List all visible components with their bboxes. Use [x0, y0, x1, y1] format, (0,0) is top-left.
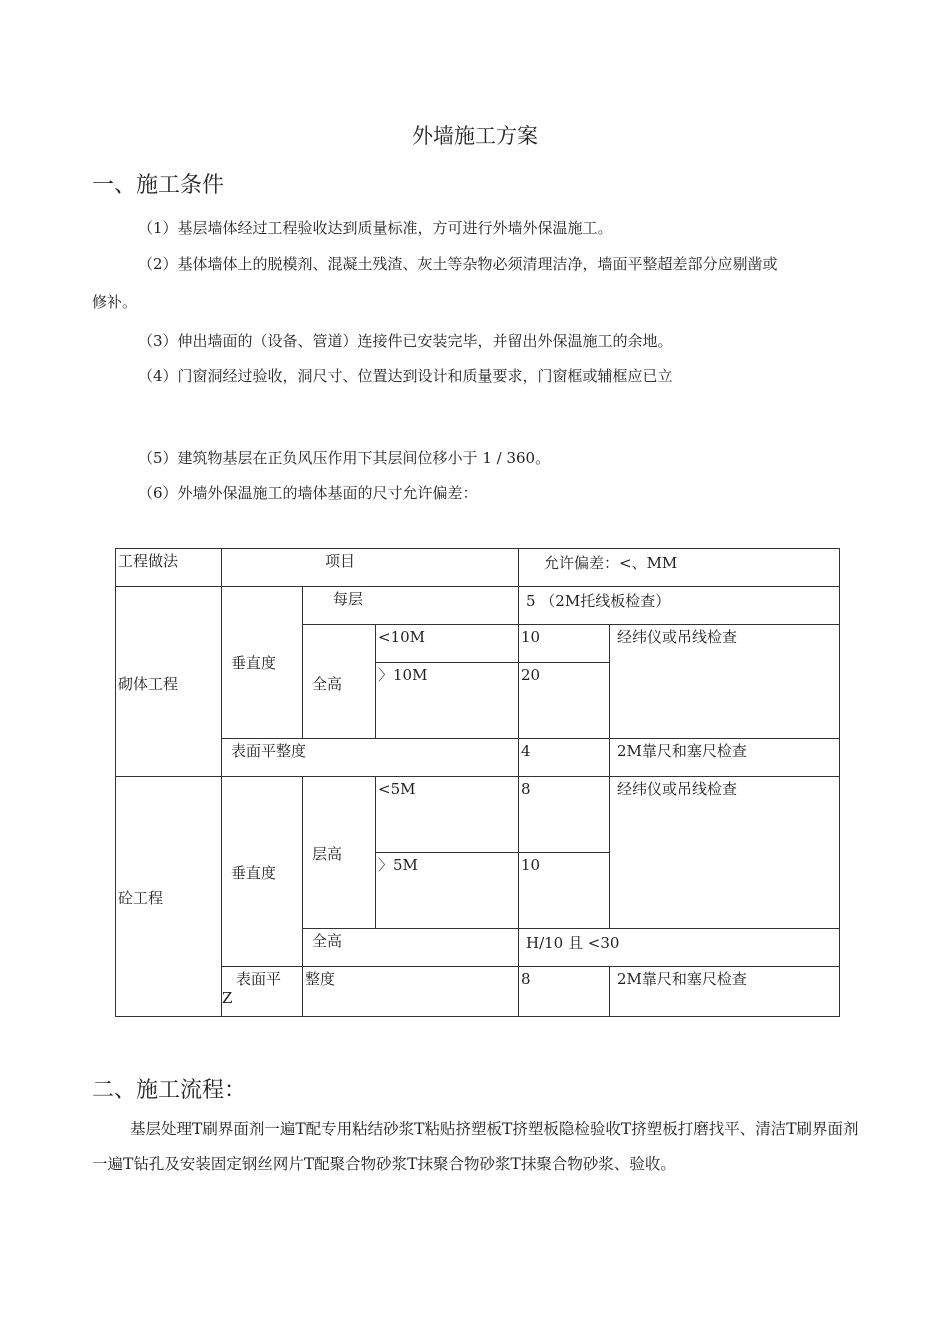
- concrete-lt5-value: 8: [518, 776, 610, 853]
- condition-1: （1）基层墙体经过工程验收达到质量标准，方可进行外墙外保温施工。: [138, 219, 613, 237]
- concrete-total-height: 全高: [302, 928, 519, 967]
- concrete-lt5: <5M: [375, 776, 519, 853]
- concrete-flatness-value: 8: [518, 966, 610, 1017]
- concrete-check-method: 经纬仪或吊线检查: [609, 776, 840, 929]
- masonry-vertical: 垂直度: [221, 586, 303, 739]
- masonry-lt10: <10M: [375, 624, 519, 663]
- concrete-flatness-b: 整度: [302, 966, 519, 1017]
- masonry-lt10-value: 10: [518, 624, 610, 663]
- masonry-gt10: 〉10M: [375, 662, 519, 739]
- concrete-gt5: 〉5M: [375, 852, 519, 929]
- document-title: 外墙施工方案: [412, 124, 538, 148]
- condition-2-cont: 修补。: [92, 293, 138, 311]
- masonry-per-floor: 每层: [302, 586, 519, 625]
- section2-heading: 二、施工流程：: [92, 1078, 247, 1103]
- masonry-total-height: 全高: [302, 624, 376, 739]
- masonry-flatness-check: 2M靠尺和塞尺检查: [609, 738, 840, 777]
- condition-5: （5）建筑物基层在正负风压作用下其层间位移小于 1 / 360。: [138, 449, 551, 467]
- concrete-label: 砼工程: [115, 776, 222, 1017]
- concrete-flatness-a-text: 表面平: [236, 970, 282, 988]
- masonry-flatness: 表面平整度: [221, 738, 519, 777]
- concrete-flatness-check: 2M靠尺和塞尺检查: [609, 966, 840, 1017]
- condition-3: （3）伸出墙面的（设备、管道）连接件已安装完毕，并留出外保温施工的余地。: [138, 332, 673, 350]
- masonry-per-floor-value: 5 （2M托线板检查）: [518, 586, 840, 625]
- concrete-vertical: 垂直度: [221, 776, 303, 967]
- masonry-check-method: 经纬仪或吊线检查: [609, 624, 840, 739]
- concrete-flatness-z: Z: [222, 989, 233, 1007]
- section1-heading: 一、施工条件: [92, 173, 225, 198]
- condition-6: （6）外墙外保温施工的墙体基面的尺寸允许偏差：: [138, 484, 478, 502]
- masonry-flatness-value: 4: [518, 738, 610, 777]
- concrete-gt5-value: 10: [518, 852, 610, 929]
- construction-flow: 基层处理T刷界面剂一遍T配专用粘结砂浆T粘贴挤塑板T挤塑板隐检验收T挤塑板打磨找平、清洁T刷界面剂一遍T钻孔及安装固定钢丝网片T配聚合物砂浆T抹聚合物砂浆T抹聚合物砂浆、验收。: [92, 1120, 859, 1173]
- concrete-flatness-a: [221, 966, 303, 1017]
- header-item: 项目: [221, 548, 519, 587]
- header-deviation: 允许偏差：<、MM: [518, 548, 840, 587]
- condition-4: （4）门窗洞经过验收，洞尺寸、位置达到设计和质量要求，门窗框或辅框应已立: [138, 367, 673, 385]
- condition-2: （2）基体墙体上的脱模剂、混凝土残渣、灰土等杂物必须清理洁净，墙面平整超差部分应剔凿或: [138, 255, 778, 273]
- masonry-label: 砌体工程: [115, 586, 222, 777]
- concrete-total-height-value: H/10 且 <30: [518, 928, 840, 967]
- masonry-gt10-value: 20: [518, 662, 610, 739]
- concrete-story-height: 层高: [302, 776, 376, 929]
- header-method: 工程做法: [115, 548, 222, 587]
